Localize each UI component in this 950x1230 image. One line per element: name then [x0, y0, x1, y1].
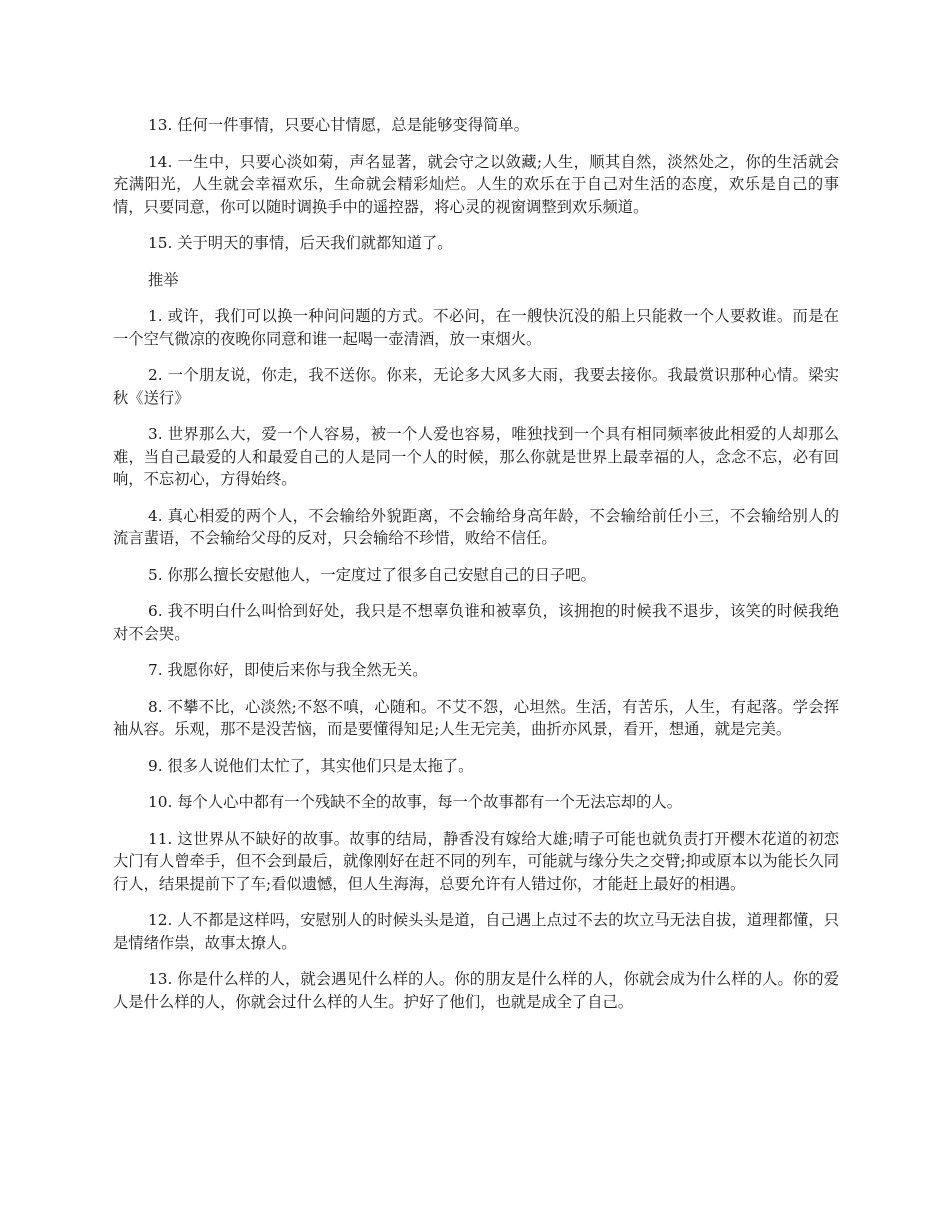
- paragraph-4-love: 4. 真心相爱的两个人，不会输给外貌距离，不会输给身高年龄，不会输给前任小三，不会输给别人的流言蜚语，不会输给父母的反对，只会输给不珍惜，败给不信任。: [113, 506, 839, 547]
- paragraph-14-life: 14. 一生中，只要心淡如菊，声名显著，就会守之以敛藏;人生，顺其自然，淡然处之，你的生活就会充满阳光，人生就会幸福欢乐，生命就会精彩灿烂。人生的欢乐在于自己对生活的态度，欢乐是自己的事情，只要同意，你可以随时调换手中的遥控器，将心灵的视窗调整到欢乐频道。: [113, 152, 839, 216]
- paragraph-5-comfort: 5. 你那么擅长安慰他人，一定度过了很多自己安慰自己的日子吧。: [148, 565, 596, 584]
- paragraph-11-stories: 11. 这世界从不缺好的故事。故事的结局，静香没有嫁给大雄;晴子可能也就负责打开樱木花道的初恋大门有人曾牵手，但不会到最后，就像刚好在赶不同的列车，可能就与缘分失之交臂;抑或原本以为能长久同行人，结果提前下了车;看似遗憾，但人生海海，总要允许有人错过你，才能赶上最好的相遇。: [113, 829, 839, 893]
- document-body: [113, 114, 839, 1027]
- paragraph-15-tomorrow: 15. 关于明天的事情，后天我们就都知道了。: [148, 234, 453, 252]
- paragraph-9-busy: 9. 很多人说他们太忙了，其实他们只是太拖了。: [148, 756, 474, 775]
- paragraph-10-story: 10. 每个人心中都有一个残缺不全的故事，每一个故事都有一个无法忘却的人。: [148, 793, 682, 811]
- paragraph-1-question: 1. 或许，我们可以换一种问问题的方式。不必问，在一艘快沉没的船上只能救一个人要救谁。而是在一个空气微凉的夜晚你同意和谁一起喝一壶清酒，放一束烟火。: [113, 307, 839, 348]
- paragraph-12-emotion: 12. 人不都是这样吗，安慰别人的时候头头是道，自己遇上点过不去的坎立马无法自拔，道理都懂，只是情绪作祟，故事太撩人。: [113, 911, 839, 952]
- section-heading-recommend: 推举: [148, 270, 179, 289]
- paragraph-6-balance: 6. 我不明白什么叫恰到好处，我只是不想辜负谁和被辜负，该拥抱的时候我不退步，该笑的时候我绝对不会哭。: [113, 602, 839, 643]
- paragraph-13-effort: 13. 任何一件事情，只要心甘情愿，总是能够变得简单。: [148, 116, 530, 134]
- paragraph-7-wish: 7. 我愿你好，即使后来你与我全然无关。: [148, 661, 428, 679]
- paragraph-3-world: 3. 世界那么大，爱一个人容易，被一个人爱也容易，唯独找到一个具有相同频率彼此相爱的人却那么难，当自己最爱的人和最爱自己的人是同一个人的时候，那么你就是世界上最幸福的人，念念不忘，必有回响，不忘初心，方得始终。: [113, 425, 839, 488]
- paragraph-8-calm: 8. 不攀不比，心淡然;不怒不嗔，心随和。不艾不怨，心坦然。生活，有苦乐，人生，有起落。学会挥袖从容。乐观，那不是没苦恼，而是要懂得知足;人生无完美，曲折亦风景，看开，想通，就是完美。: [113, 697, 839, 738]
- paragraph-13-people: 13. 你是什么样的人，就会遇见什么样的人。你的朋友是什么样的人，你就会成为什么样的人。你的爱人是什么样的人，你就会过什么样的人生。护好了他们，也就是成全了自己。: [113, 970, 839, 1011]
- paragraph-2-friend: 2. 一个朋友说，你走，我不送你。你来，无论多大风多大雨，我要去接你。我最赏识那种心情。梁实秋《送行》: [113, 366, 839, 407]
